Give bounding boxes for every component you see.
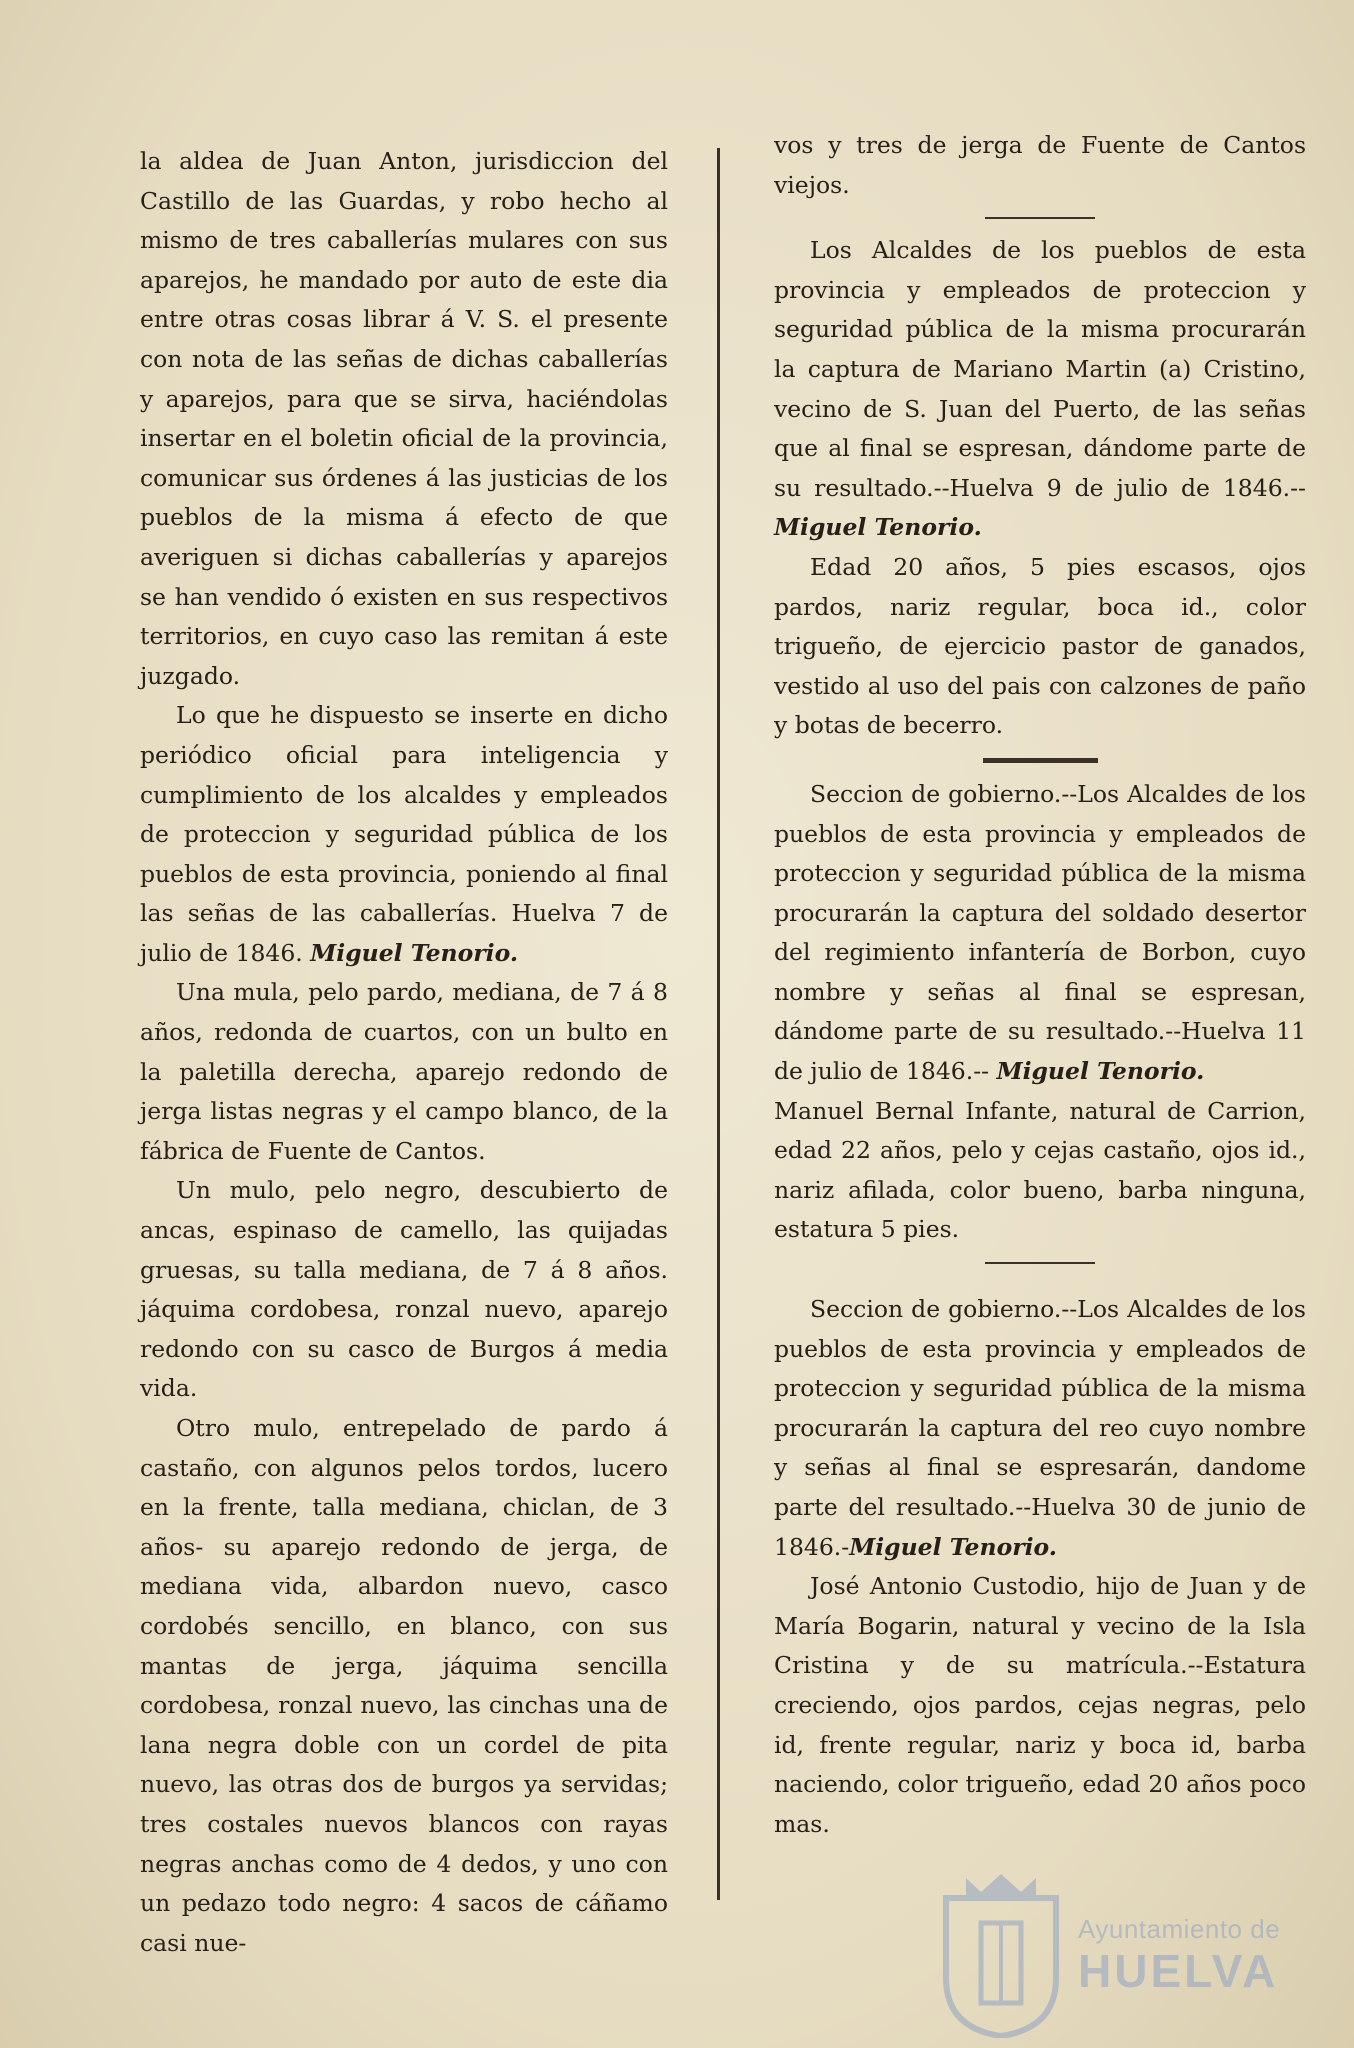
separator-rule <box>985 217 1095 219</box>
spacer <box>774 1276 1306 1290</box>
notice-text: Los Alcaldes de los pueblos de esta provincia y empleados de proteccion y seguridad pública de la misma procurarán la captura de Mariano Martin (a) Cristino, vecino de S. Juan del Puerto, de las señas que al final se espresan, dándome parte de su resultado.--Huelva 9 de julio de 1846.-- <box>774 236 1306 502</box>
separator-rule <box>985 1262 1095 1264</box>
paragraph: vos y tres de jerga de Fuente de Cantos viejos. <box>774 131 1306 199</box>
left-column <box>140 142 668 1963</box>
notice-body <box>774 231 1306 548</box>
paragraph <box>140 696 668 973</box>
notice-body <box>774 1290 1306 1567</box>
paragraph: la aldea de Juan Anton, jurisdiccion del Castillo de las Guardas, y robo hecho al mismo de tres caballerías mulares con sus aparejos, he mandado por auto de este dia entre otras cosas librar á V. S. el presente con nota de las señas de dichas caballerías y aparejos, para que se sirva, haciéndolas insertar en el boletin oficial de la provincia, comunicar sus órdenes á las justicias de los pueblos de la misma á efecto de que averiguen si dichas caballerías y aparejos se han vendido ó existen en sus respectivos territorios, en cuyo caso las remitan á este juzgado. <box>140 147 668 690</box>
notice-description: Edad 20 años, 5 pies escasos, ojos pardos, nariz regular, boca id., color trigueño, de ejercicio pastor de ganados, vestido al uso del pais con calzones de paño y botas de becerro. <box>774 552 1306 740</box>
separator-rule <box>983 758 1098 763</box>
notice-text: Seccion de gobierno.--Los Alcaldes de los pueblos de esta provincia y empleados de proteccion y seguridad pública de la misma procurarán la captura del reo cuyo nombre y señas al final se espresarán, dandome parte del resultado.--Huelva 30 de junio de 1846.- <box>774 1295 1306 1561</box>
signature: Miguel Tenorio. <box>310 938 519 967</box>
notice-text: Seccion de gobierno.--Los Alcaldes de los pueblos de esta provincia y empleados de proteccion y seguridad pública de la misma procurarán la captura del soldado desertor del regimiento infantería de Borbon, cuyo nombre y señas al final se espresan, dándome parte de su resultado.--Huelva 11 de julio de 1846.-- <box>774 779 1306 1086</box>
right-column <box>774 126 1306 1844</box>
paragraph-text: Lo que he dispuesto se inserte en dicho periódico oficial para inteligencia y cumplimiento de los alcaldes y empleados de proteccion y seguridad pública de los pueblos de esta provincia, poniendo al final las señas de las caballerías. Huelva 7 de julio de 1846. <box>140 701 668 967</box>
notice-description: José Antonio Custodio, hijo de Juan y de María Bogarin, natural y vecino de la Isla Cristina y de su matrícula.--Estatura creciendo, ojos pardos, cejas negras, pelo id, frente regular, nariz y boca id, barba naciendo, color trigueño, edad 20 años poco mas. <box>774 1572 1306 1838</box>
watermark-logo <box>936 1868 1336 2038</box>
watermark-line1: Ayuntamiento de <box>1078 1914 1281 1944</box>
column-divider <box>717 148 720 1900</box>
notice-description: Manuel Bernal Infante, natural de Carrion, edad 22 años, pelo y cejas castaño, ojos id., nariz afilada, color bueno, barba ninguna, estatura 5 pies. <box>774 1096 1306 1244</box>
signature: Miguel Tenorio. <box>774 513 982 542</box>
paragraph: Un mulo, pelo negro, descubierto de ancas, espinaso de camello, las quijadas gruesas, su talla mediana, de 7 á 8 años. jáquima cordobesa, ronzal nuevo, aparejo redondo con su casco de Burgos á media vida. <box>140 1176 668 1403</box>
notice-body <box>774 775 1306 1092</box>
signature: Miguel Tenorio. <box>849 1532 1057 1561</box>
paragraph: Otro mulo, entrepelado de pardo á castaño, con algunos pelos tordos, lucero en la frente, talla mediana, chiclan, de 3 años- su aparejo redondo de jerga, de mediana vida, albardon nuevo, casco cordobés sencillo, en blanco, con sus mantas de jerga, jáquima sencilla cordobesa, ronzal nuevo, las cinchas una de lana negra doble con un cordel de pita nuevo, las otras dos de burgos ya servidas; tres costales nuevos blancos con rayas negras anchas como de 4 dedos, y uno con un pedazo todo negro: 4 sacos de cáñamo casi nue- <box>140 1414 668 1957</box>
shield-icon <box>936 1868 1066 2038</box>
paragraph: Una mula, pelo pardo, mediana, de 7 á 8 años, redonda de cuartos, con un bulto en la paletilla derecha, aparejo redondo de jerga listas negras y el campo blanco, de la fábrica de Fuente de Cantos. <box>140 978 668 1165</box>
signature: Miguel Tenorio. <box>996 1057 1205 1086</box>
watermark-line2: HUELVA <box>1078 1945 1279 1997</box>
